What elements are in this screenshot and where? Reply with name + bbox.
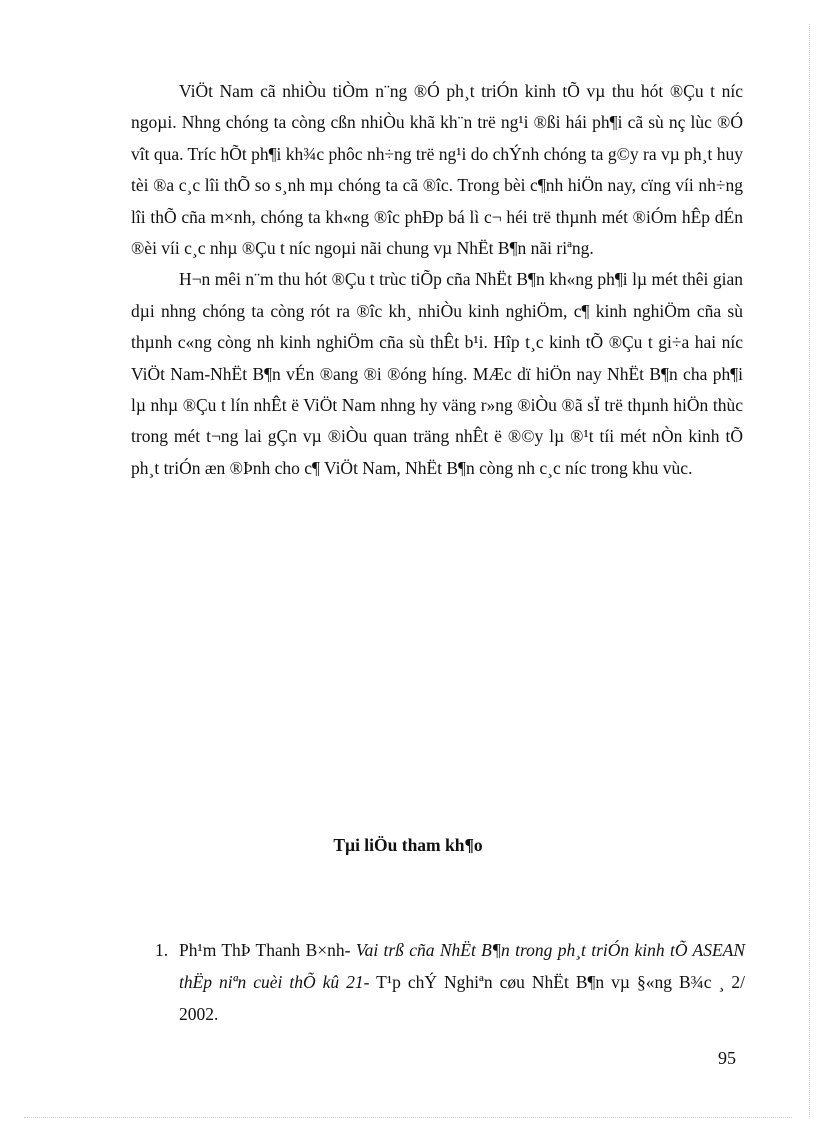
reference-item: [155, 934, 745, 1030]
paragraph-1: ViÖt Nam cã nhiÒu tiÒm n¨ng ®Ó ph¸t triÓn kinh tÕ vµ thu hót ®Çu t níc ngoµi. Nhng chóng ta còng cßn nhiÒu khã kh¨n trë ng¹i ®ßi hái ph¶i cã sù nç lùc ®Ó vît qua. Tríc hÕt ph¶i kh¾c phôc nh÷ng trë ng¹i do chÝnh chóng ta g©y ra vµ ph¸t huy tèi ®a c¸c lîi thÕ so s¸nh mµ chóng ta cã ®îc. Trong bèi c¶nh hiÖn nay, cïng víi nh÷ng lîi thÕ cña m×nh, chóng ta kh«ng ®îc phÐp bá lì c¬ héi trë thµnh mét ®iÓm hÊp dÉn ®èi víi c¸c nhµ ®Çu t níc ngoµi nãi chung vµ NhËt B¶n nãi riªng.: [131, 81, 743, 259]
references-heading: Tµi liÖu tham kh¶o: [333, 835, 483, 855]
reference-number: 1.: [155, 940, 169, 960]
bottom-divider: [24, 1117, 792, 1118]
body-text: [131, 76, 743, 484]
paragraph-2: H¬n mêi n¨m thu hót ®Çu t trùc tiÕp cña NhËt B¶n kh«ng ph¶i lµ mét thêi gian dµi nhng chóng ta còng rót ra ®îc kh¸ nhiÒu kinh nghiÖm, c¶ kinh nghiÖm cña sù thµnh c«ng còng nh kinh nghiÖm cña sù thÊt b¹i. Hîp t¸c kinh tÕ ®Çu t gi÷a hai níc ViÖt Nam-NhËt B¶n vÉn ®ang ®i ®óng híng. MÆc dï hiÖn nay NhËt B¶n cha ph¶i lµ nhµ ®Çu t lín nhÊt ë ViÖt Nam nhng hy väng r»ng ®iÒu ®ã sÏ trë thµnh hiÖn thùc trong mét t¬ng lai gÇn vµ ®iÒu quan träng nhÊt ë ®©y lµ ®¹t tíi mét nÒn kinh tÕ ph¸t triÓn æn ®Þnh cho c¶ ViÖt Nam, NhËt B¶n còng nh c¸c níc trong khu vùc.: [131, 269, 743, 478]
reference-author: Ph¹m ThÞ Thanh B×nh-: [179, 940, 356, 960]
right-divider: [809, 24, 810, 1117]
reference-body: [179, 934, 745, 1030]
reference-source: - T¹p chÝ Nghiªn cøu NhËt B¶n vµ §«ng B¾c ¸ 2/ 2002.: [179, 972, 746, 1024]
reference-title: Vai trß cña NhËt B¶n trong ph¸t triÓn kinh tÕ ASEAN thËp niªn cuèi thÕ kû 21: [179, 940, 745, 992]
page-number: 95: [718, 1048, 736, 1068]
